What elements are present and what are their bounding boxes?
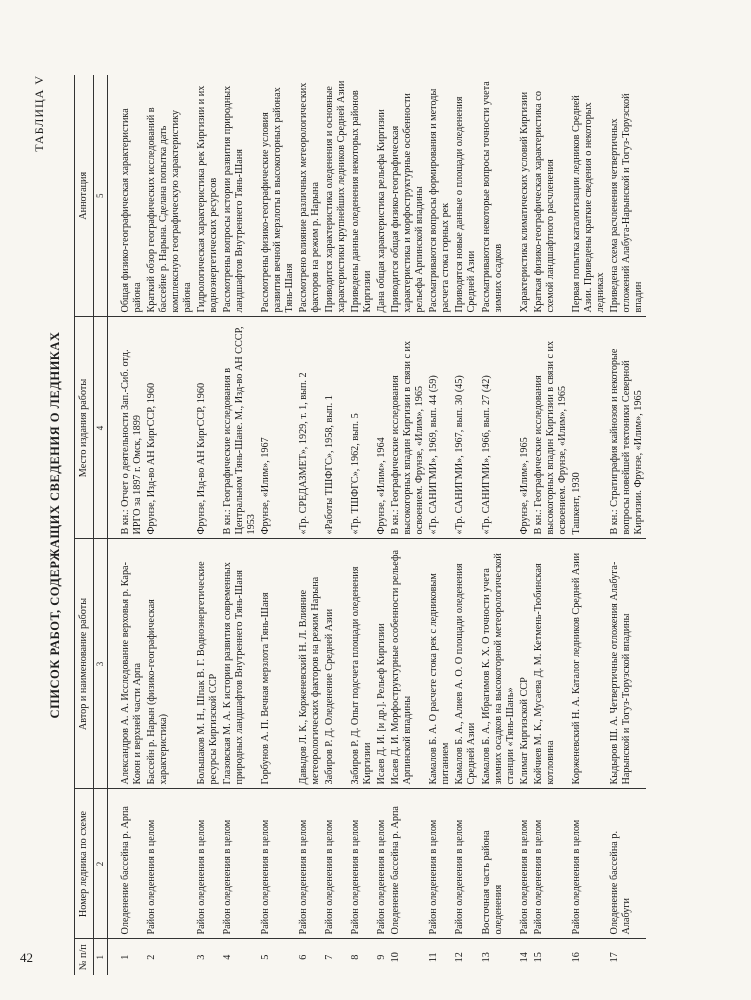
annotation-cell: Рассматриваются некоторые вопросы точности учета зимних осадков [480, 75, 518, 317]
header-cell-number: № п/п [75, 939, 94, 975]
author-title-cell: Камалов Б. А. О расчете стока рек с ледниковым питанием [427, 539, 453, 789]
row-number-cell: 14 [518, 952, 530, 963]
column-number: 5 [94, 75, 108, 317]
publication-place-cell: В кн.: Географические исследования в Центральном Тянь-Шане. М., Изд-во АН СССР, 1953 [221, 317, 259, 539]
author-title-cell: Александров А. А. Исследование верховья р. Кара-Коюн и верхней части Арпа [107, 539, 145, 789]
publication-place-cell: «Тр. САНИГМИ», 1969, вып. 44 (59) [427, 317, 453, 539]
publication-place-cell: Фрунзе, «Илим», 1967 [259, 317, 297, 539]
row-number-cell: 5 [259, 954, 271, 960]
glacier-cell: Восточная часть района оледенения [480, 789, 518, 939]
rotated-sheet [30, 75, 720, 975]
column-number: 3 [94, 539, 108, 789]
annotation-cell: Первая попытка каталогизации ледников Средней Азии. Приведены краткие сведения о некоторых ледниках [570, 75, 608, 317]
publication-place-cell: «Тр. САНИГМИ», 1966, вып. 27 (42) [480, 317, 518, 539]
table-row [480, 75, 518, 975]
table-row [375, 75, 389, 975]
annotation-cell: Краткий обзор географических исследований в бассейне р. Нарына. Сделана попытка дать комплексную географическую характеристику района [145, 75, 195, 317]
author-title-cell: Давыдов Л. К., Корженевский Н. Л. Влияние метеорологических факторов на режим Нарына [297, 539, 323, 789]
header-cell-glacier: Номер ледника по схеме [75, 789, 94, 939]
publication-place-cell: «Тр. САНИГМИ», 1967, вып. 30 (45) [453, 317, 479, 539]
glacier-cell: Район оледенения в целом [375, 789, 389, 939]
table-row [453, 75, 479, 975]
author-title-cell: Камалов Б. А., Алиев А. О. О площади оледенения Средней Азии [453, 539, 479, 789]
table-row [427, 75, 453, 975]
author-title-cell: Большаков М. Н., Шпак В. Г. Водноэнергетические ресурсы Киргизской ССР [195, 539, 221, 789]
row-number-cell: 4 [221, 954, 233, 960]
publication-place-cell: «Работы ТШФГС», 1958, вып. 1 [323, 317, 349, 539]
annotation-cell: Приводятся новые данные о площади оледенения Средней Азии [453, 75, 479, 317]
annotation-cell: Характеристика климатических условий Киргизии [518, 75, 532, 317]
publication-place-cell: «Тр. ТШФГС», 1962, вып. 5 [349, 317, 375, 539]
publication-place-cell: Фрунзе, «Илим», 1965 [518, 317, 532, 539]
header-cell-author: Автор и наименование работы [75, 539, 94, 789]
glacier-cell: Оледенение бассейна р. Арпа [389, 789, 427, 939]
header-cell-annotation: Аннотация [75, 75, 94, 317]
table-row [389, 75, 427, 975]
column-number: 1 [94, 939, 108, 975]
publication-place-cell: В кн.: Отчет о деятельности Зап.-Сиб. отд. ИРГО за 1897 г. Омск, 1899 [107, 317, 145, 539]
works-table [74, 75, 646, 975]
row-number-cell: 17 [608, 952, 620, 963]
glacier-cell: Район оледенения в целом [297, 789, 323, 939]
annotation-cell: Дана общая характеристика рельефа Киргизии [375, 75, 389, 317]
annotation-cell: Приводится общая физико-географическая характеристика и морфоструктурные особенности рельефа Арпинской впадины [389, 75, 427, 317]
table-row [570, 75, 608, 975]
annotation-cell: Приводится характеристика оледенения и основные характеристики крупнейших ледников Средней Азии [323, 75, 349, 317]
publication-place-cell: В кн.: Географические исследования высокогорных впадин Киргизии в связи с их освоением. Фрунзе, «Илим», 1965 [389, 317, 427, 539]
author-title-cell: Исаев Д. И. Морфоструктурные особенности рельефа Арпинской впадины [389, 539, 427, 789]
publication-place-cell: В кн.: Географические исследования высокогорных впадин Киргизии в связи с их освоением. Фрунзе, «Илим», 1965 [532, 317, 570, 539]
annotation-cell: Рассмотрено влияние различных метеорологических факторов на режим р. Нарына [297, 75, 323, 317]
author-title-cell: Койчиев М. К., Мусаева Д. М. Кетмень-Тюбинская котловина [532, 539, 570, 789]
table-row [323, 75, 349, 975]
row-number-cell: 6 [298, 954, 310, 960]
author-title-cell: Корженевский Н. А. Каталог ледников Средней Азии [570, 539, 608, 789]
publication-place-cell: Фрунзе, Изд-во АН КиргССР, 1960 [145, 317, 195, 539]
annotation-cell: Приведены данные оледенения некоторых районов Киргизии [349, 75, 375, 317]
glacier-cell: Район оледенения в целом [518, 789, 532, 939]
glacier-cell: Район оледенения в целом [323, 789, 349, 939]
table-row [195, 75, 221, 975]
annotation-cell: Рассматриваются вопросы формирования и методы расчета стока горных рек [427, 75, 453, 317]
header-cell-place: Место издания работы [75, 317, 94, 539]
table-body [107, 75, 646, 975]
annotation-cell: Приведена схема расчленения четвертичных отложений Алабуга-Нарынской и Тогуз-Торузской впадин [608, 75, 646, 317]
author-title-cell: Камалов Б. А., Ибрагимов К. Х. О точности учета зимних осадков на высокогорной метеорологической станции «Тянь-Шань» [480, 539, 518, 789]
author-title-cell: Климат Киргизской ССР [518, 539, 532, 789]
glacier-cell: Оледенение бассейна р. Алабуги [608, 789, 646, 939]
annotation-cell: Рассмотрены физико-географические условия развития вечной мерзлоты в высокогорных районах Тянь-Шаня [259, 75, 297, 317]
row-number-cell: 13 [480, 952, 492, 963]
glacier-cell: Район оледенения в целом [145, 789, 195, 939]
table-row [107, 75, 145, 975]
column-number-row [94, 75, 108, 975]
author-title-cell: Горбунов А. П. Вечная мерзлота Тянь-Шаня [259, 539, 297, 789]
glacier-cell: Район оледенения в целом [259, 789, 297, 939]
row-number-cell: 8 [350, 954, 362, 960]
row-number-cell: 7 [324, 954, 336, 960]
row-number-cell: 15 [532, 952, 544, 963]
annotation-cell: Общая физико-географическая характеристика района [107, 75, 145, 317]
column-number: 2 [94, 789, 108, 939]
publication-place-cell: Ташкент, 1930 [570, 317, 608, 539]
row-number-cell: 9 [376, 954, 388, 960]
annotation-cell: Краткая физико-географическая характеристика со схемой ландшафтного расчленения [532, 75, 570, 317]
row-number-cell: 3 [195, 954, 207, 960]
annotation-cell: Гидрологическая характеристика рек Киргизии и их водноэнергетических ресурсов [195, 75, 221, 317]
table-row [297, 75, 323, 975]
row-number-cell: 10 [390, 952, 402, 963]
row-number-cell: 12 [454, 952, 466, 963]
glacier-cell: Район оледенения в целом [195, 789, 221, 939]
page-number: 42 [20, 950, 33, 965]
glacier-cell: Район оледенения в целом [349, 789, 375, 939]
publication-place-cell: Фрунзе, Изд-во АН КиргССР, 1960 [195, 317, 221, 539]
glacier-cell: Район оледенения в целом [427, 789, 453, 939]
author-title-cell: Забиров Р. Д. Опыт подсчета площади оледенения Киргизии [349, 539, 375, 789]
row-number-cell: 2 [145, 954, 157, 960]
table-row [518, 75, 532, 975]
author-title-cell: Забиров Р. Д. Оледенение Средней Азии [323, 539, 349, 789]
annotation-cell: Рассмотрены вопросы истории развития природных ландшафтов Внутреннего Тянь-Шаня [221, 75, 259, 317]
author-title-cell: Кыдыров Ш. А. Четвертичные отложения Алабуга-Нарынской и Тогуз-Торузской впадины [608, 539, 646, 789]
table-row [259, 75, 297, 975]
glacier-cell: Оледенение бассейна р. Арпа [107, 789, 145, 939]
row-number-cell: 16 [570, 952, 582, 963]
page-title: СПИСОК РАБОТ, СОДЕРЖАЩИХ СВЕДЕНИЯ О ЛЕДНИКАХ [48, 331, 62, 719]
glacier-cell: Район оледенения в целом [221, 789, 259, 939]
author-title-cell: Бассейн р. Нарын (физико-географическая характеристика) [145, 539, 195, 789]
table-label: ТАБЛИЦА V [32, 75, 46, 152]
table-row [221, 75, 259, 975]
publication-place-cell: В кн.: Стратиграфия кайнозоя и некоторые вопросы новейшей тектоники Северной Киргизии. Фрунзе, «Илим», 1965 [608, 317, 646, 539]
glacier-cell: Район оледенения в целом [570, 789, 608, 939]
glacier-cell: Район оледенения в целом [453, 789, 479, 939]
table-row [532, 75, 570, 975]
author-title-cell: Глазовская М. А. К истории развития современных природных ландшафтов Внутреннего Тянь-Шаня [221, 539, 259, 789]
table-row [608, 75, 646, 975]
glacier-cell: Район оледенения в целом [532, 789, 570, 939]
publication-place-cell: Фрунзе, «Илим», 1964 [375, 317, 389, 539]
header-row [75, 75, 94, 975]
row-number-cell: 1 [119, 954, 131, 960]
author-title-cell: Исаев Д. И. [и др.]. Рельеф Киргизии [375, 539, 389, 789]
publication-place-cell: «Тр. СРЕДАЗМЕТ», 1929, т. 1, вып. 2 [297, 317, 323, 539]
table-row [349, 75, 375, 975]
table-row [145, 75, 195, 975]
row-number-cell: 11 [428, 952, 440, 963]
column-number: 4 [94, 317, 108, 539]
